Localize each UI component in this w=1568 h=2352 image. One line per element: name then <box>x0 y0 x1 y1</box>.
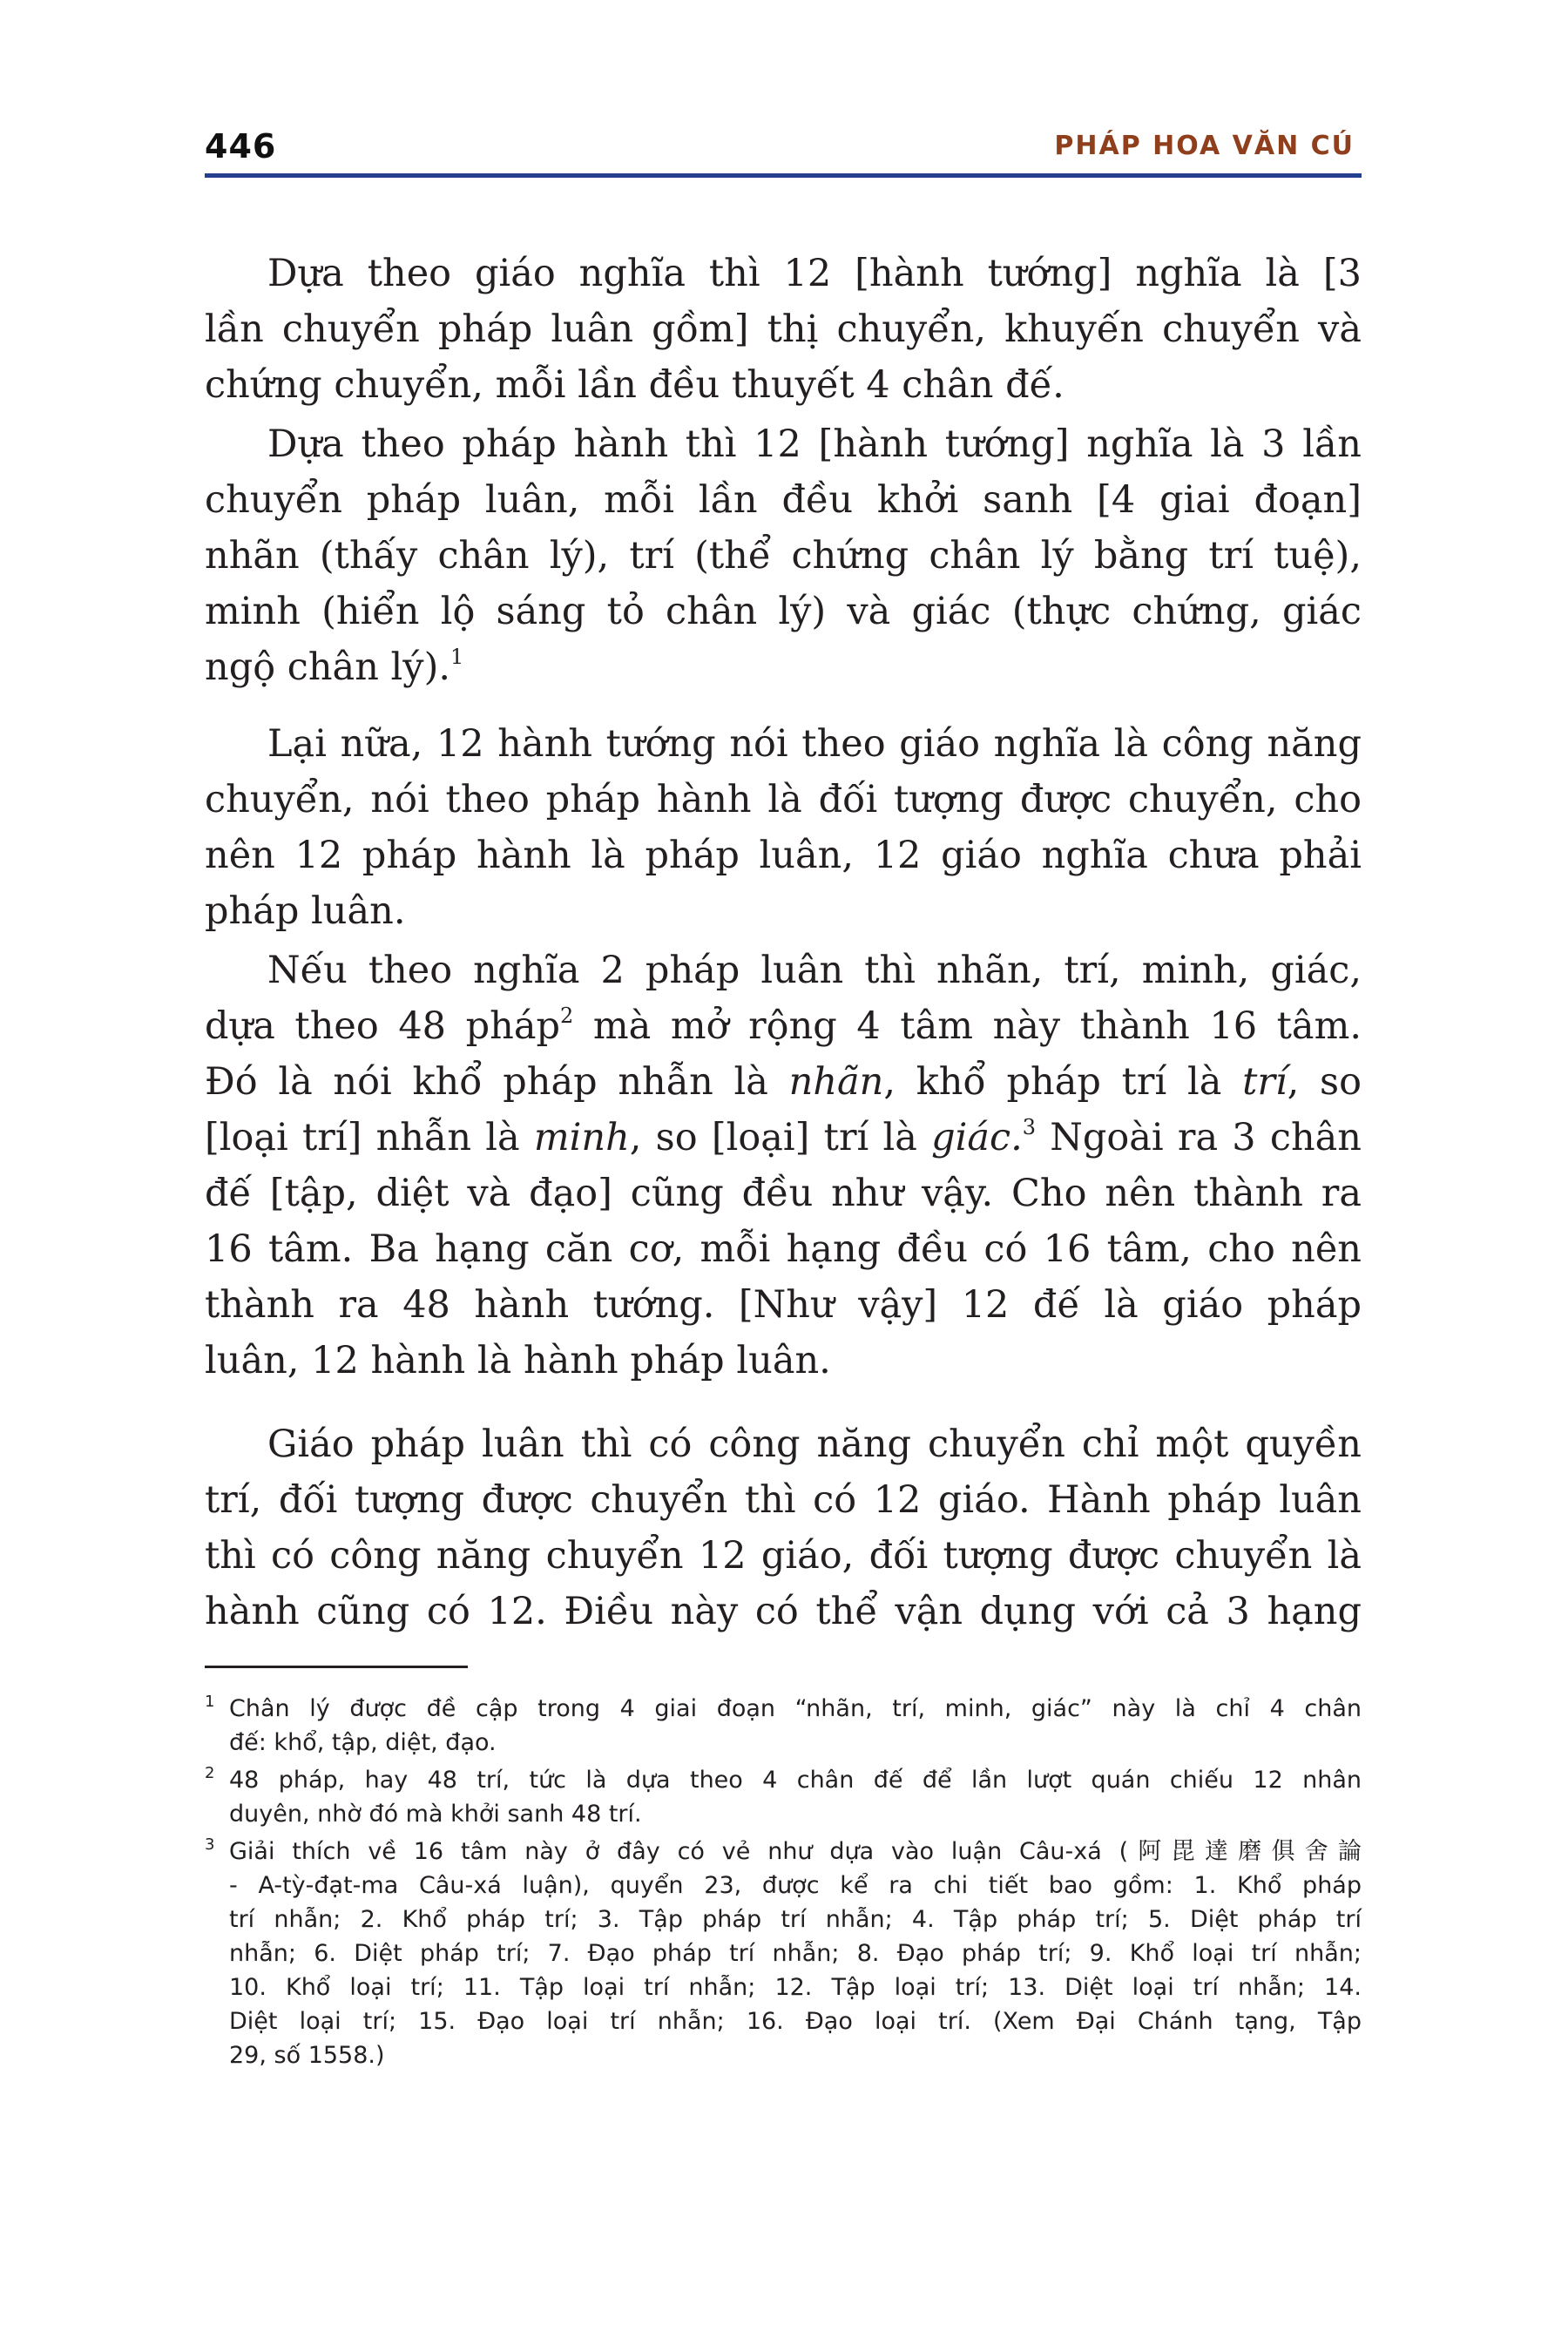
text-line: lần chuyển pháp luân gồm] thị chuyển, khuyến chuyển và <box>205 308 1362 351</box>
footnote-line: 10. Khổ loại trí; 11. Tập loại trí nhẫn; 12. Tập loại trí; 13. Diệt loại trí nhẫn; 14. <box>229 1974 1362 2001</box>
footnote-ref-2[interactable]: 2 <box>560 1004 574 1028</box>
text-line: minh (hiển lộ sáng tỏ chân lý) và giác (thực chứng, giác <box>205 590 1362 633</box>
page-number: 446 <box>205 127 277 166</box>
text-line: Giáo pháp luân thì có công năng chuyển chỉ một quyền <box>267 1423 1362 1466</box>
text-line: thì có công năng chuyển 12 giáo, đối tượng được chuyển là <box>205 1534 1362 1578</box>
footnote-line: - A-tỳ-đạt-ma Câu-xá luận), quyển 23, được kể ra chi tiết bao gồm: 1. Khổ pháp <box>229 1872 1362 1899</box>
text-line: chuyển pháp luân, mỗi lần đều khởi sanh [4 giai đoạn] <box>205 478 1362 522</box>
footnote-line: Giải thích về 16 tâm này ở đây có vẻ như dựa vào luận Câu-xá (阿毘達磨俱舍論 <box>229 1838 1362 1865</box>
text-line: Dựa theo giáo nghĩa thì 12 [hành tướng] nghĩa là [3 <box>267 252 1362 295</box>
text-line <box>205 639 1362 695</box>
footnote-line: đế: khổ, tập, diệt, đạo. <box>229 1729 497 1756</box>
footnote-separator <box>205 1666 468 1668</box>
text-line: luân, 12 hành là hành pháp luân. <box>205 1339 831 1382</box>
text-run: [loại trí] nhẫn là <box>205 1116 534 1159</box>
footnote-ref-3[interactable]: 3 <box>1022 1115 1037 1139</box>
text-line: nhãn (thấy chân lý), trí (thể chứng chân lý bằng trí tuệ), <box>205 534 1362 578</box>
text-line <box>205 1054 1362 1110</box>
text-run: mà mở rộng 4 tâm này thành 16 tâm. <box>592 1004 1362 1048</box>
text-line: đế [tập, diệt và đạo] cũng đều như vậy. Cho nên thành ra <box>205 1172 1362 1215</box>
text-line: Lại nữa, 12 hành tướng nói theo giáo nghĩa là công năng <box>267 722 1362 766</box>
footnote-line: nhẫn; 6. Diệt pháp trí; 7. Đạo pháp trí nhẫn; 8. Đạo pháp trí; 9. Khổ loại trí nhẫn; <box>229 1940 1362 1967</box>
text-line <box>205 1110 1362 1166</box>
text-line <box>205 998 1362 1054</box>
text-line: hành cũng có 12. Điều này có thể vận dụng với cả 3 hạng <box>205 1590 1362 1633</box>
text-line: thành ra 48 hành tướng. [Như vậy] 12 đế là giáo pháp <box>205 1283 1362 1327</box>
footnote-line: 29, số 1558.) <box>229 2042 385 2069</box>
running-title: PHÁP HOA VĂN CÚ <box>1054 131 1355 161</box>
emphasis-term: trí <box>1242 1060 1288 1104</box>
text-run: , khổ pháp trí là <box>883 1060 1243 1104</box>
footnote-ref-1[interactable]: 1 <box>450 645 464 669</box>
footnote-line: duyên, nhờ đó mà khởi sanh 48 trí. <box>229 1801 642 1828</box>
text-line: Nếu theo nghĩa 2 pháp luân thì nhãn, trí, minh, giác, <box>267 949 1362 992</box>
text-run: dựa theo 48 pháp <box>205 1004 561 1048</box>
text-run: Đó là nói khổ pháp nhẫn là <box>205 1060 789 1104</box>
text-line: Dựa theo pháp hành thì 12 [hành tướng] nghĩa là 3 lần <box>267 422 1362 466</box>
text-run: Ngoài ra 3 chân <box>1036 1116 1362 1159</box>
text-line: chuyển, nói theo pháp hành là đối tượng được chuyển, cho <box>205 778 1362 821</box>
header-rule <box>205 173 1362 178</box>
emphasis-term: minh <box>533 1116 630 1159</box>
emphasis-term: nhãn <box>788 1060 884 1104</box>
footnote-line: trí nhẫn; 2. Khổ pháp trí; 3. Tập pháp trí nhẫn; 4. Tập pháp trí; 5. Diệt pháp trí <box>229 1906 1362 1933</box>
page-header <box>205 122 1362 174</box>
footnote-marker: 2 <box>205 1764 215 1782</box>
emphasis-term: giác. <box>931 1116 1023 1159</box>
text-line: nên 12 pháp hành là pháp luân, 12 giáo nghĩa chưa phải <box>205 834 1362 877</box>
text-line: pháp luân. <box>205 889 406 933</box>
text-line: trí, đối tượng được chuyển thì có 12 giáo. Hành pháp luân <box>205 1478 1362 1522</box>
footnote-line: Chân lý được đề cập trong 4 giai đoạn “nhãn, trí, minh, giác” này là chỉ 4 chân <box>229 1695 1362 1722</box>
text-run: , so [loại] trí là <box>629 1116 932 1159</box>
text-run: , so <box>1287 1060 1362 1104</box>
footnote-marker: 3 <box>205 1835 215 1854</box>
footnote-line: Diệt loại trí; 15. Đạo loại trí nhẫn; 16. Đạo loại trí. (Xem Đại Chánh tạng, Tập <box>229 2008 1362 2035</box>
text-run: ngộ chân lý). <box>205 645 451 689</box>
footnote-line: 48 pháp, hay 48 trí, tức là dựa theo 4 chân đế để lần lượt quán chiếu 12 nhân <box>229 1767 1362 1794</box>
text-line: 16 tâm. Ba hạng căn cơ, mỗi hạng đều có 16 tâm, cho nên <box>205 1227 1362 1271</box>
text-line: chứng chuyển, mỗi lần đều thuyết 4 chân đế. <box>205 363 1064 407</box>
footnote-marker: 1 <box>205 1693 215 1711</box>
